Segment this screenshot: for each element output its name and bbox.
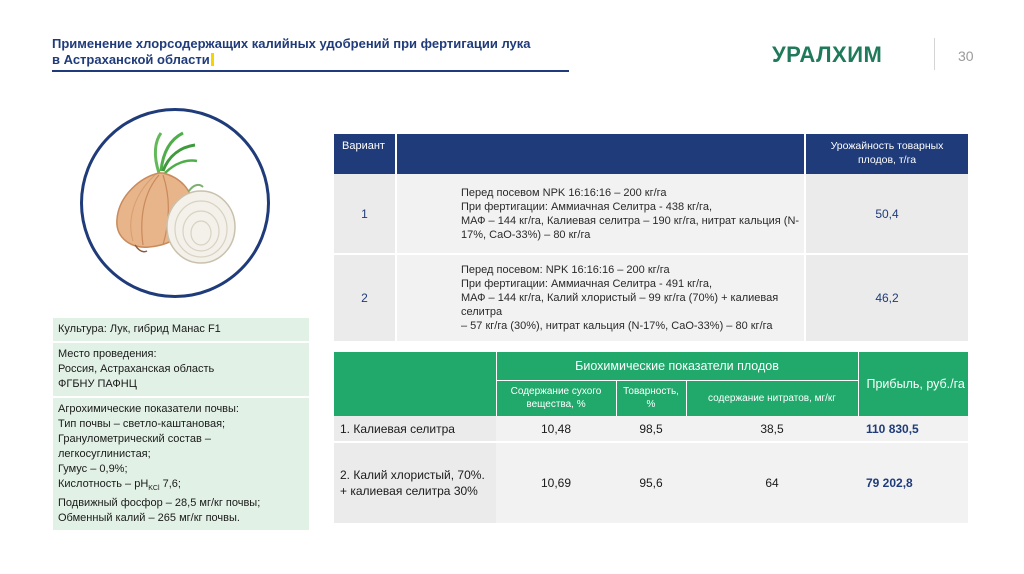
description-line: При фертигации: Аммиачная Селитра - 491 кг/га, (461, 278, 713, 290)
soil-acidity (58, 477, 304, 496)
biochem-header-row (334, 352, 968, 380)
variant-description (396, 174, 805, 254)
soil-line: легкосуглинистая; (58, 448, 151, 460)
soil-line: Обменный калий – 265 мг/кг почвы. (58, 512, 240, 525)
header-description (396, 134, 805, 174)
acidity-sub: KCl (148, 485, 160, 493)
header-marketability: Товарность, % (616, 380, 686, 416)
table-row (334, 254, 968, 342)
page-number: 30 (958, 48, 974, 64)
soil-line: Гумус – 0,9%; (58, 463, 128, 475)
description-line: При фертигации: Аммиачная Селитра - 438 кг/га, (461, 200, 713, 213)
culture-value: Лук, гибрид Манас F1 (106, 323, 221, 335)
company-logo: УРАЛХИМ (772, 42, 883, 67)
header-divider (934, 38, 935, 70)
profit-value: 79 202,8 (858, 442, 968, 524)
header-variant: Вариант (334, 134, 396, 174)
description-line: – 57 кг/га (30%), нитрат кальция (N-17%, CaO-33%) – 80 кг/га (461, 320, 773, 332)
soil-line: Гранулометрический состав – (58, 433, 211, 445)
description-line: 17%, CaO-33%) – 80 кг/га (461, 228, 591, 241)
yield-value: 50,4 (805, 174, 968, 254)
biochem-table (334, 352, 968, 525)
title-underline (52, 70, 569, 72)
culture-label: Культура: (58, 323, 107, 335)
description-line: Перед посевом: NPK 16:16:16 – 200 кг/га (461, 264, 670, 276)
place-line: ФГБНУ ПАФНЦ (58, 378, 137, 390)
place-line: Россия, Астраханская область (58, 363, 215, 375)
header-biochem: Биохимические показатели плодов (496, 352, 858, 380)
nitrates-value: 64 (686, 442, 858, 524)
page-title (52, 36, 572, 68)
header-yield: Урожайность товарных плодов, т/га (805, 134, 968, 174)
header-nitrates: содержание нитратов, мг/кг (686, 380, 858, 416)
yield-table-header (334, 134, 968, 174)
dry-matter-value: 10,69 (496, 442, 616, 524)
soil-label: Агрохимические показатели почвы: (58, 403, 239, 415)
dry-matter-value: 10,48 (496, 416, 616, 442)
nitrates-value: 38,5 (686, 416, 858, 442)
trial-info-panel (53, 318, 309, 532)
description-line: МАФ – 144 кг/га, Калий хлористый – 99 кг/га (70%) + калиевая селитра (461, 292, 779, 318)
acidity-prefix: Кислотность – pH (58, 478, 149, 490)
acidity-value: 7,6; (159, 478, 181, 490)
soil-line: Тип почвы – светло-каштановая; (58, 418, 226, 430)
row-label: 2. Калий хлористый, 70%. + калиевая селитра 30% (334, 442, 496, 524)
variant-number: 2 (334, 254, 396, 342)
description-line: МАФ – 144 кг/га, Калиевая селитра – 190 кг/га, нитрат кальция (N- (461, 214, 800, 227)
row-label: 1. Калиевая селитра (334, 416, 496, 442)
soil-line: Подвижный фосфор – 28,5 мг/кг почвы; (58, 497, 261, 510)
yield-value: 46,2 (805, 254, 968, 342)
header-profit: Прибыль, руб./га (858, 352, 968, 416)
onion-illustration-frame (80, 108, 270, 298)
description-line: Перед посевом NPK 16:16:16 – 200 кг/га (461, 186, 667, 199)
soil-block (53, 398, 309, 530)
header-empty-cell (334, 352, 496, 416)
onion-illustration-icon (83, 111, 267, 295)
variant-number: 1 (334, 174, 396, 254)
text-cursor (211, 53, 214, 66)
header-dry-matter: Содержание сухого вещества, % (496, 380, 616, 416)
culture-block (53, 318, 309, 341)
variant-description (396, 254, 805, 342)
marketability-value: 95,6 (616, 442, 686, 524)
table-row (334, 416, 968, 442)
place-label: Место проведения: (58, 348, 157, 360)
table-row (334, 442, 968, 524)
profit-value: 110 830,5 (858, 416, 968, 442)
page-title-line1: Применение хлорсодержащих калийных удобрений при фертигации лука (52, 36, 531, 51)
table-row (334, 174, 968, 254)
page-title-line2: в Астраханской области (52, 52, 210, 67)
marketability-value: 98,5 (616, 416, 686, 442)
yield-table (334, 134, 968, 343)
place-block (53, 343, 309, 396)
